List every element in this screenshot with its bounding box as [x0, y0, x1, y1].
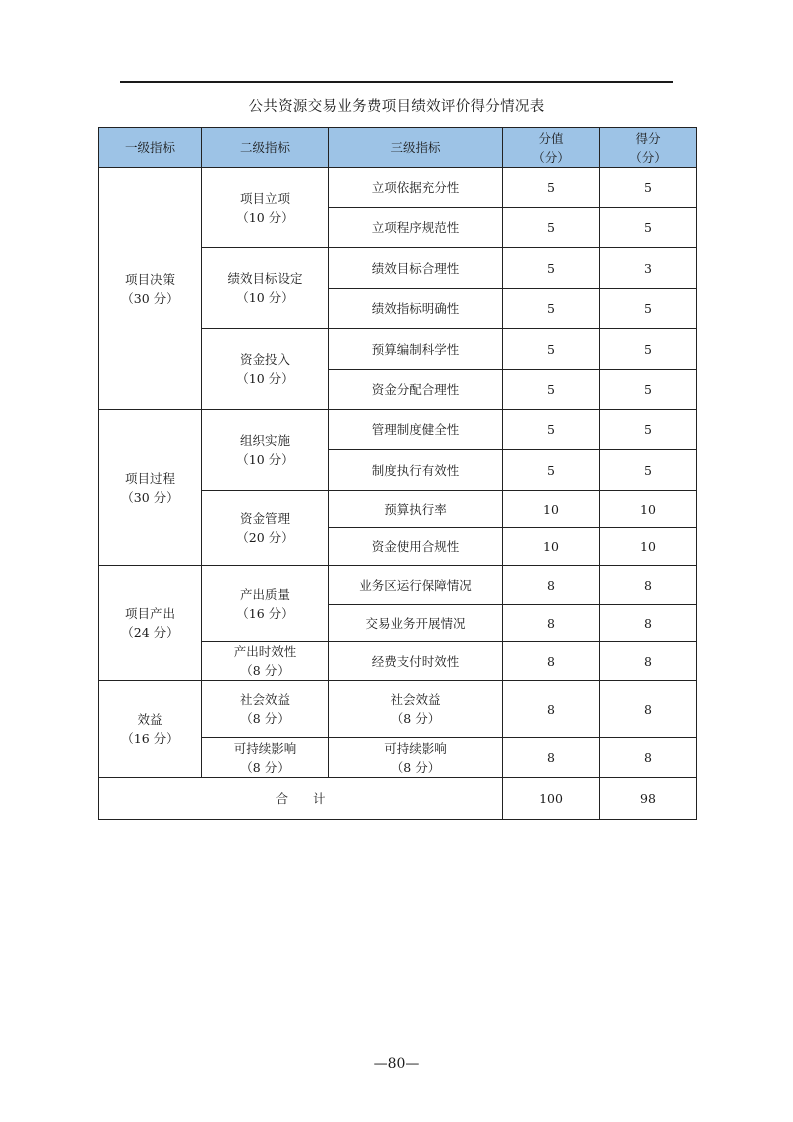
indicator-cell: 资金分配合理性	[329, 370, 503, 410]
table-row	[99, 168, 697, 208]
max-score-cell: 8	[503, 605, 600, 642]
subgroup-name: 产出时效性	[233, 644, 297, 659]
max-score-cell: 10	[503, 491, 600, 528]
max-score-cell: 5	[503, 370, 600, 410]
group-cell	[99, 566, 202, 681]
indicator-cell	[329, 738, 503, 778]
table-row	[99, 681, 697, 738]
indicator-points: （8 分）	[390, 711, 441, 726]
table-row	[99, 566, 697, 605]
subgroup-cell	[202, 168, 329, 248]
score-cell: 5	[600, 410, 697, 450]
subgroup-points: （10 分）	[236, 290, 294, 305]
subgroup-cell	[202, 248, 329, 329]
max-score-cell: 5	[503, 289, 600, 329]
page-title: 公共资源交易业务费项目绩效评价得分情况表	[248, 99, 545, 115]
indicator-cell: 立项程序规范性	[329, 208, 503, 248]
indicator-points: （8 分）	[390, 759, 441, 775]
indicator-name: 可持续影响	[384, 740, 447, 756]
score-cell: 8	[600, 642, 697, 681]
indicator-cell: 管理制度健全性	[329, 410, 503, 450]
subgroup-points: （8 分）	[240, 759, 290, 775]
subgroup-points: （20 分）	[236, 530, 294, 545]
group-cell	[99, 410, 202, 566]
table-row	[99, 410, 697, 450]
indicator-cell: 绩效目标合理性	[329, 248, 503, 289]
subgroup-cell	[202, 329, 329, 410]
subgroup-name: 资金管理	[239, 511, 290, 526]
indicator-cell: 预算执行率	[329, 491, 503, 528]
indicator-cell: 立项依据充分性	[329, 168, 503, 208]
group-points: （16 分）	[121, 731, 179, 746]
score-table	[98, 127, 697, 820]
group-name: 效益	[137, 712, 163, 727]
header-max-score	[503, 128, 600, 168]
header-score-unit: （分）	[629, 149, 667, 165]
score-cell: 8	[600, 605, 697, 642]
subgroup-name: 可持续影响	[233, 740, 297, 756]
max-score-cell: 5	[503, 410, 600, 450]
total-label: 合 计	[99, 778, 503, 820]
score-cell: 8	[600, 738, 697, 778]
max-score-cell: 8	[503, 642, 600, 681]
subgroup-name: 资金投入	[239, 352, 290, 367]
header-score-label: 得分	[635, 130, 661, 146]
score-cell: 5	[600, 208, 697, 248]
score-cell: 10	[600, 491, 697, 528]
top-rule	[120, 81, 673, 83]
score-cell: 5	[600, 450, 697, 491]
subgroup-name: 社会效益	[239, 692, 290, 707]
max-score-cell: 5	[503, 329, 600, 370]
total-score: 98	[600, 778, 697, 820]
page-number: —80—	[373, 1056, 420, 1072]
indicator-cell: 绩效指标明确性	[329, 289, 503, 329]
indicator-cell	[329, 681, 503, 738]
subgroup-cell	[202, 566, 329, 642]
group-cell	[99, 681, 202, 778]
subgroup-cell	[202, 738, 329, 778]
score-cell: 10	[600, 528, 697, 566]
group-name: 项目产出	[124, 606, 175, 621]
indicator-cell: 业务区运行保障情况	[329, 566, 503, 605]
header-score	[600, 128, 697, 168]
header-max-score-label: 分值	[538, 130, 564, 146]
group-name: 项目决策	[124, 271, 175, 287]
score-cell: 8	[600, 681, 697, 738]
subgroup-name: 项目立项	[239, 190, 290, 206]
group-name: 项目过程	[124, 470, 175, 486]
group-cell	[99, 168, 202, 410]
max-score-cell: 5	[503, 208, 600, 248]
header-row	[99, 128, 697, 168]
header-level3: 三级指标	[329, 128, 503, 168]
max-score-cell: 5	[503, 168, 600, 208]
indicator-cell: 预算编制科学性	[329, 329, 503, 370]
header-level2: 二级指标	[202, 128, 329, 168]
subgroup-points: （10 分）	[236, 452, 294, 467]
subgroup-cell	[202, 681, 329, 738]
indicator-cell: 经费支付时效性	[329, 642, 503, 681]
subgroup-cell	[202, 642, 329, 681]
subgroup-points: （16 分）	[236, 605, 294, 621]
score-cell: 5	[600, 168, 697, 208]
group-points: （30 分）	[121, 489, 179, 505]
indicator-name: 社会效益	[390, 692, 441, 707]
total-row	[99, 778, 697, 820]
score-cell: 5	[600, 370, 697, 410]
subgroup-points: （10 分）	[236, 371, 294, 386]
max-score-cell: 5	[503, 248, 600, 289]
score-cell: 5	[600, 289, 697, 329]
group-points: （30 分）	[121, 290, 179, 306]
header-max-score-unit: （分）	[532, 149, 570, 165]
subgroup-cell	[202, 491, 329, 566]
subgroup-points: （8 分）	[240, 663, 290, 678]
max-score-cell: 8	[503, 738, 600, 778]
subgroup-points: （8 分）	[240, 711, 290, 726]
group-points: （24 分）	[121, 625, 179, 640]
max-score-cell: 8	[503, 681, 600, 738]
max-score-cell: 10	[503, 528, 600, 566]
indicator-cell: 制度执行有效性	[329, 450, 503, 491]
score-cell: 8	[600, 566, 697, 605]
subgroup-name: 产出质量	[239, 586, 290, 602]
subgroup-name: 绩效目标设定	[227, 271, 303, 286]
max-score-cell: 5	[503, 450, 600, 491]
subgroup-cell	[202, 410, 329, 491]
indicator-cell: 资金使用合规性	[329, 528, 503, 566]
indicator-cell: 交易业务开展情况	[329, 605, 503, 642]
subgroup-points: （10 分）	[236, 209, 294, 225]
total-max-score: 100	[503, 778, 600, 820]
subgroup-name: 组织实施	[239, 433, 290, 448]
score-cell: 5	[600, 329, 697, 370]
max-score-cell: 8	[503, 566, 600, 605]
header-level1: 一级指标	[99, 128, 202, 168]
score-cell: 3	[600, 248, 697, 289]
